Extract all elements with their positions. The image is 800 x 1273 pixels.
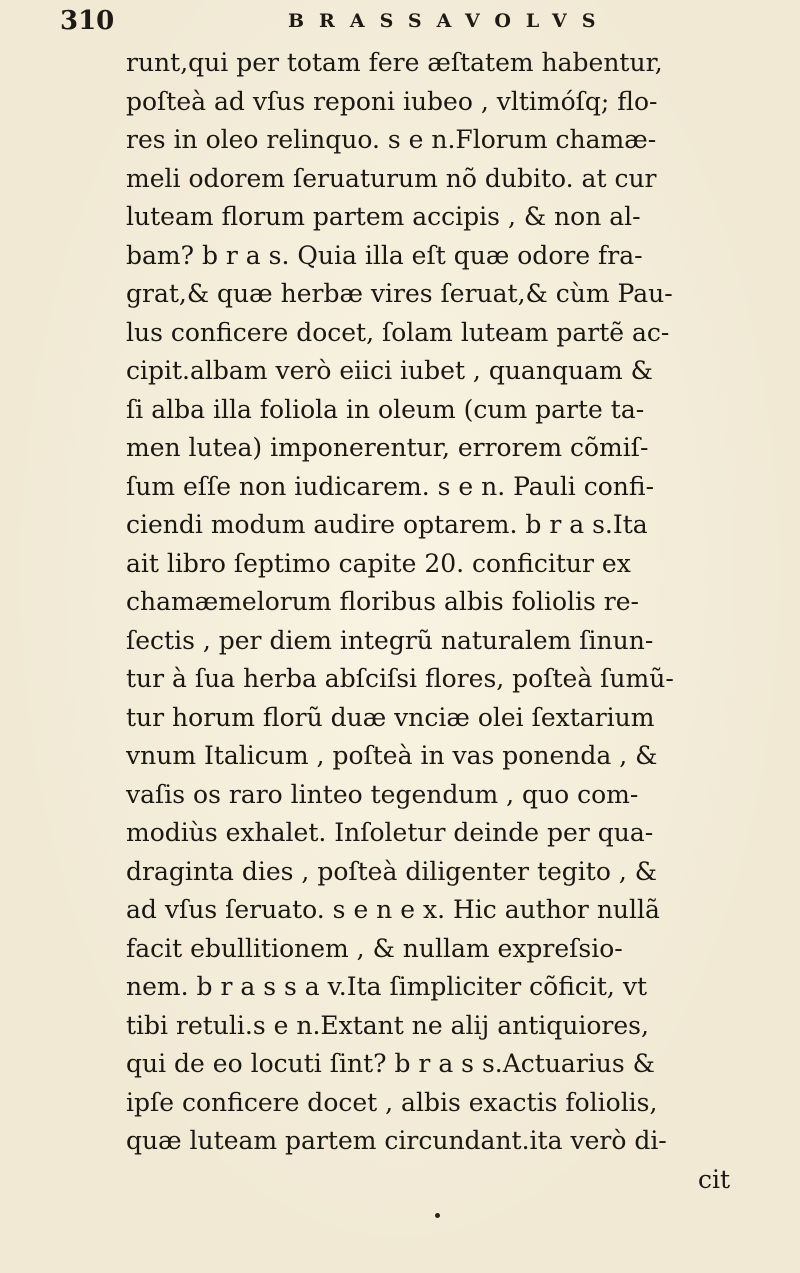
text-line: modiùs exhalet. Inſoletur deinde per qua- [126, 818, 654, 847]
text-line: tur à ſua herba abſciſsi flores, poſteà ſumũ- [126, 664, 674, 693]
text-line: luteam florum partem accipis , & non al- [126, 202, 641, 231]
text-line: grat,& quæ herbæ vires ſeruat,& cùm Pau- [126, 279, 673, 308]
text-line: cipit.albam verò eiici iubet , quanquam & [126, 356, 653, 385]
text-line: runt,qui per totam fere æſtatem habentur, [126, 48, 663, 77]
text-line: lus conficere docet, ſolam luteam partẽ ac- [126, 317, 670, 347]
page-header [60, 4, 760, 44]
text-line: ciendi modum audire optarem. b r a s.Ita [126, 510, 648, 539]
text-line: ſi alba illa foliola in oleum (cum parte ta- [126, 394, 645, 424]
body-text [126, 44, 766, 1199]
text-line: draginta dies , poſteà diligenter tegito , & [126, 856, 657, 886]
text-line: ait libro ſeptimo capite 20. conficitur ex [126, 548, 631, 578]
text-line: ſectis , per diem integrũ naturalem ſinun- [126, 625, 654, 655]
ink-speck [435, 1213, 440, 1218]
text-line: ipſe conficere docet , albis exactis foliolis, [126, 1087, 658, 1117]
text-line: vnum Italicum , poſteà in vas ponenda , & [126, 741, 658, 770]
text-line: ſum eſſe non iudicarem. s e n. Pauli confi- [126, 471, 655, 501]
text-line: qui de eo locuti ſint? b r a s s.Actuarius & [126, 1049, 655, 1078]
text-line: meli odorem ſeruaturum nõ dubito. at cur [126, 163, 657, 193]
text-line: bam? b r a s. Quia illa eſt quæ odore fra- [126, 240, 643, 270]
running-head: BRASSAVOLVS [288, 10, 611, 32]
text-line: poſteà ad vſus reponi iubeo , vltimóſq; flo- [126, 86, 658, 116]
text-line: facit ebullitionem , & nullam expreſsio- [126, 933, 623, 963]
text-line: chamæmelorum floribus albis foliolis re- [126, 587, 640, 616]
text-line: tur horum florũ duæ vnciæ olei ſextarium [126, 702, 655, 732]
text-line: vaſis os raro linteo tegendum , quo com- [126, 779, 639, 809]
text-line: ad vſus ſeruato. s e n e x. Hic author nullã [126, 895, 660, 924]
text-line: quæ luteam partem circundant.ita verò di- [126, 1126, 667, 1155]
text-line: tibi retuli.s e n.Extant ne alij antiquiores, [126, 1010, 649, 1040]
page-number: 310 [60, 6, 115, 36]
text-line: nem. b r a s s a v.Ita ſimpliciter cõficit, vt [126, 972, 647, 1001]
catchword: cit [697, 1164, 730, 1194]
text-line: res in oleo relinquo. s e n.Florum chamæ- [126, 125, 657, 154]
text-line: men lutea) imponerentur, errorem cõmiſ- [126, 433, 649, 462]
